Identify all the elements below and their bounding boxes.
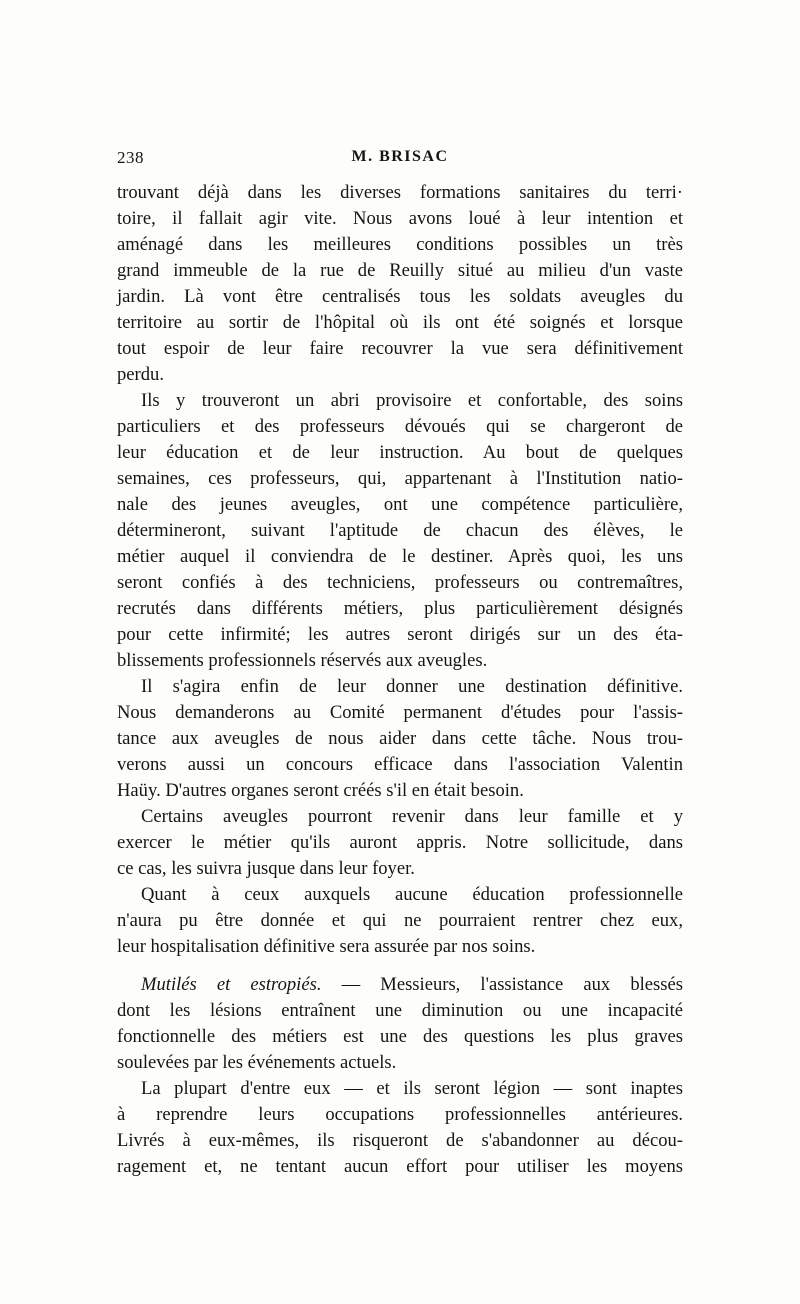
- text-line: exercer le métier qu'ils auront appris. Notre sollicitude, dans: [117, 832, 683, 853]
- text-line: aménagé dans les meilleures conditions possibles un très: [117, 234, 683, 255]
- text-line: Il s'agira enfin de leur donner une destination définitive.: [141, 676, 683, 697]
- text-line: leur hospitalisation définitive sera assurée par nos soins.: [117, 936, 536, 957]
- text-line: grand immeuble de la rue de Reuilly situé au milieu d'un vaste: [117, 260, 683, 281]
- paragraph: [117, 1076, 683, 1180]
- text-line: trouvant déjà dans les diverses formations sanitaires du terri·: [117, 182, 683, 203]
- section-first-line: [117, 972, 683, 998]
- text-line: territoire au sortir de l'hôpital où ils ont été soignés et lorsque: [117, 312, 683, 333]
- text-line: métier auquel il conviendra de le destiner. Après quoi, les uns: [117, 546, 683, 567]
- text-line: n'aura pu être donnée et qui ne pourraient rentrer chez eux,: [117, 910, 683, 931]
- text-line: Ils y trouveront un abri provisoire et confortable, des soins: [141, 390, 683, 411]
- text-line: tout espoir de leur faire recouvrer la vue sera définitivement: [117, 338, 683, 359]
- text-line: toire, il fallait agir vite. Nous avons loué à leur intention et: [117, 208, 683, 229]
- text-line: ragement et, ne tentant aucun effort pour utiliser les moyens: [117, 1156, 683, 1177]
- text-line: fonctionnelle des métiers est une des questions les plus graves: [117, 1026, 683, 1047]
- page-header: [117, 148, 683, 172]
- text-line: leur éducation et de leur instruction. Au bout de quelques: [117, 442, 683, 463]
- text-line: détermineront, suivant l'aptitude de chacun des élèves, le: [117, 520, 683, 541]
- paragraph: [117, 882, 683, 960]
- text-line: Nous demanderons au Comité permanent d'études pour l'assis-: [117, 702, 683, 723]
- paragraph: [117, 804, 683, 882]
- text-line: Quant à ceux auxquels aucune éducation professionnelle: [141, 884, 683, 905]
- section-paragraph: [117, 972, 683, 1076]
- text-line: ce cas, les suivra jusque dans leur foyer.: [117, 858, 415, 879]
- text-line: particuliers et des professeurs dévoués qui se chargeront de: [117, 416, 683, 437]
- text-line: tance aux aveugles de nous aider dans cette tâche. Nous trou-: [117, 728, 683, 749]
- text-line: pour cette infirmité; les autres seront dirigés sur un des éta-: [117, 624, 683, 645]
- page-number: 238: [117, 148, 144, 167]
- paragraph: [117, 674, 683, 804]
- text-line: semaines, ces professeurs, qui, appartenant à l'Institution natio-: [117, 468, 683, 489]
- text-line: soulevées par les événements actuels.: [117, 1052, 397, 1073]
- text-line: Certains aveugles pourront revenir dans leur famille et y: [141, 806, 683, 827]
- text-fragment: Messieurs, l'assistance aux blessés: [380, 974, 684, 995]
- running-head: M. BRISAC: [351, 148, 449, 165]
- body-text: [117, 180, 683, 1180]
- text-line: La plupart d'entre eux — et ils seront légion — sont inaptes: [141, 1078, 683, 1099]
- text-line: nale des jeunes aveugles, ont une compétence particulière,: [117, 494, 683, 515]
- text-line: dont les lésions entraînent une diminution ou une incapacité: [117, 1000, 683, 1021]
- paragraph: [117, 388, 683, 674]
- text-line: Haüy. D'autres organes seront créés s'il en était besoin.: [117, 780, 524, 801]
- section-dash: —: [321, 974, 381, 995]
- text-line: jardin. Là vont être centralisés tous les soldats aveugles du: [117, 286, 683, 307]
- text-line: seront confiés à des techniciens, professeurs ou contremaîtres,: [117, 572, 683, 593]
- section-title: Mutilés et estropiés.: [141, 974, 322, 995]
- text-line: Livrés à eux-mêmes, ils risqueront de s'abandonner au décou-: [117, 1130, 683, 1151]
- paragraph: [117, 180, 683, 388]
- text-line: à reprendre leurs occupations professionnelles antérieures.: [117, 1104, 683, 1125]
- section-spacer: [117, 960, 683, 972]
- text-line: recrutés dans différents métiers, plus particulièrement désignés: [117, 598, 683, 619]
- text-line: blissements professionnels réservés aux aveugles.: [117, 650, 488, 671]
- text-line: perdu.: [117, 364, 164, 385]
- text-line: verons aussi un concours efficace dans l'association Valentin: [117, 754, 683, 775]
